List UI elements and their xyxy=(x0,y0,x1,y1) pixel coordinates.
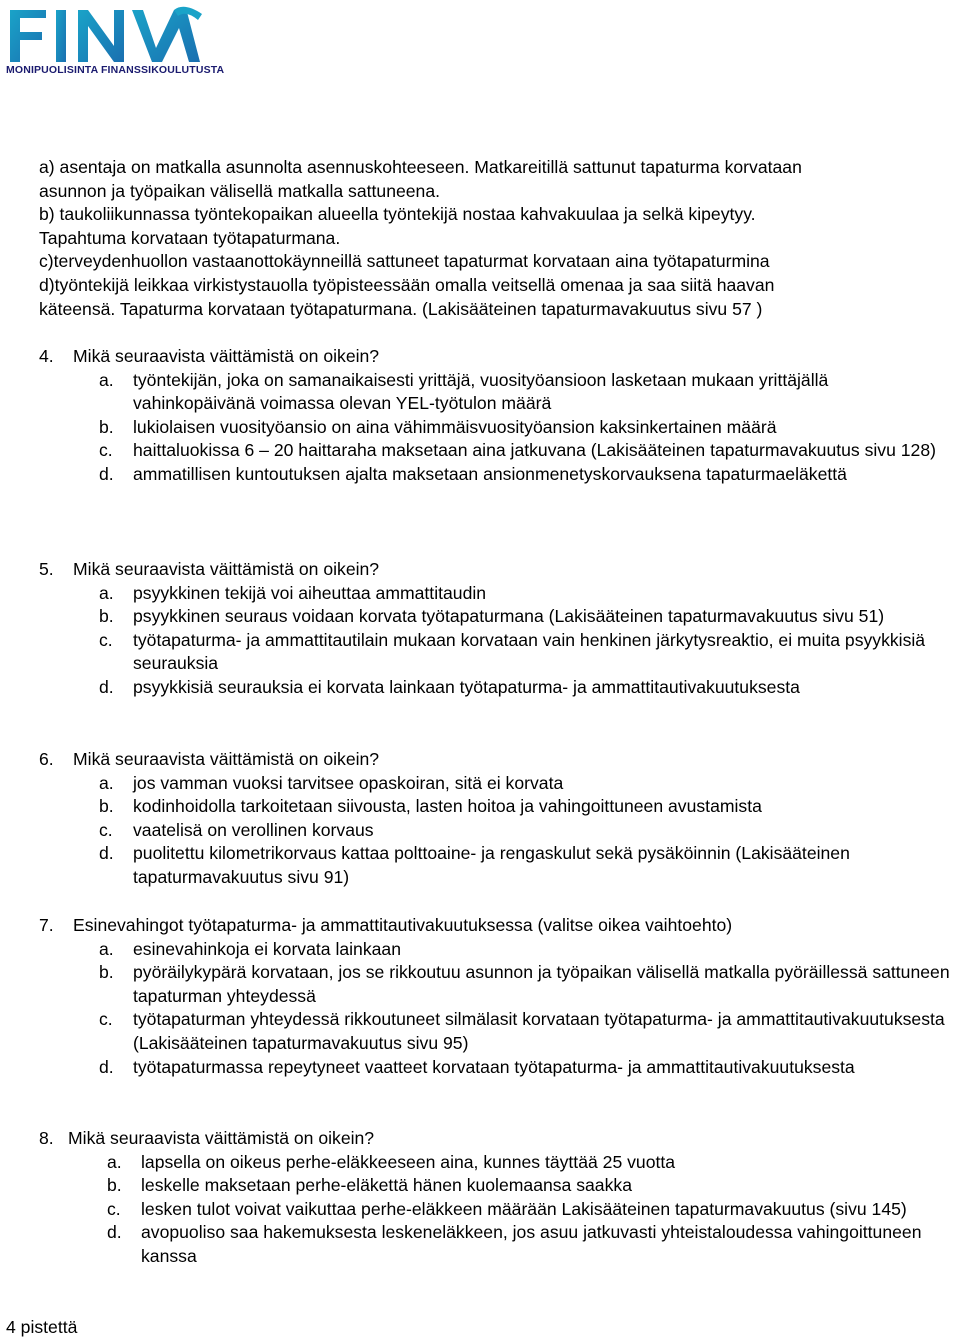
question-heading xyxy=(39,1127,954,1151)
logo-tagline: MONIPUOLISINTA FINANSSIKOULUTUSTA xyxy=(6,64,225,76)
option-text: lukiolaisen vuosityöansio on aina vähimmäisvuosityöansion kaksinkertainen määrä xyxy=(133,416,777,437)
answer-option-a xyxy=(39,772,954,796)
option-text: jos vamman vuoksi tarvitsee opaskoiran, sitä ei korvata xyxy=(133,772,564,793)
answer-option-c xyxy=(39,1198,954,1222)
option-text: kodinhoidolla tarkoitetaan siivousta, lasten hoitoa ja vahingoittuneen avustamista xyxy=(133,796,762,817)
question-number: 6. xyxy=(39,749,54,769)
intro-line: Tapahtuma korvataan työtapaturmana. xyxy=(39,227,341,248)
answer-option-c xyxy=(39,629,954,676)
option-letter: d. xyxy=(99,843,114,864)
option-letter: d. xyxy=(99,463,114,484)
option-letter: b. xyxy=(99,962,114,983)
option-letter: d. xyxy=(99,676,114,697)
option-letter: b. xyxy=(99,606,114,627)
answer-option-b xyxy=(39,605,954,629)
option-text: työntekijän, joka on samanaikaisesti yrittäjä, vuosityöansioon lasketaan mukaan yrittäjällä vahinkopäivänä voimassa olevan YEL-työtulon määrä xyxy=(133,369,829,414)
answer-option-d xyxy=(39,1056,954,1080)
option-text: psyykkinen seuraus voidaan korvata työtapaturmana (Lakisääteinen tapaturmavakuutus sivu 51) xyxy=(133,606,885,627)
option-letter: c. xyxy=(99,1009,113,1030)
answer-option-a xyxy=(39,938,954,962)
question-heading xyxy=(39,345,954,369)
question-4 xyxy=(39,345,954,487)
question-text: Mikä seuraavista väittämistä on oikein? xyxy=(73,559,380,579)
intro-line: d)työntekijä leikkaa virkistystauolla työpisteessään omalla veitsellä omenaa ja saa siitä haavan xyxy=(39,274,775,295)
question-number: 5. xyxy=(39,559,54,579)
option-text: vaatelisä on verollinen korvaus xyxy=(133,819,374,840)
option-letter: d. xyxy=(99,1056,114,1077)
question-number: 7. xyxy=(39,915,54,935)
question-number: 4. xyxy=(39,346,54,366)
question-8 xyxy=(39,1127,954,1269)
option-text: lapsella on oikeus perhe-eläkkeeseen aina, kunnes täyttää 25 vuotta xyxy=(141,1151,676,1172)
answer-option-a xyxy=(39,1151,954,1175)
option-text: esinevahinkoja ei korvata lainkaan xyxy=(133,938,401,959)
question-text: Esinevahingot työtapaturma- ja ammattitautivakuutuksessa (valitse oikea vaihtoehto) xyxy=(73,915,733,935)
option-letter: a. xyxy=(99,772,114,793)
option-text: työtapaturma- ja ammattitautilain mukaan korvataan vain henkinen järkytysreaktio, ei muita psyykkisiä seurauksia xyxy=(133,629,926,674)
answer-option-d xyxy=(39,463,954,487)
points-footer: 4 pistettä xyxy=(6,1317,78,1337)
intro-answer-block xyxy=(39,156,954,321)
intro-line: a) asentaja on matkalla asunnolta asennuskohteeseen. Matkareitillä sattunut tapaturma korvataan xyxy=(39,157,802,177)
answer-option-d xyxy=(39,1221,954,1268)
intro-line: asunnon ja työpaikan välisellä matkalla sattuneena. xyxy=(39,180,441,201)
answer-option-c xyxy=(39,439,954,463)
option-letter: c. xyxy=(99,440,113,461)
option-letter: c. xyxy=(99,819,113,840)
question-text: Mikä seuraavista väittämistä on oikein? xyxy=(73,749,380,769)
answer-option-b xyxy=(39,416,954,440)
finva-wordmark-icon xyxy=(6,4,216,66)
option-letter: a. xyxy=(99,369,114,390)
option-text: työtapaturman yhteydessä rikkoutuneet silmälasit korvataan työtapaturma- ja ammattitautivakuutuksesta (Lakisääteinen tapaturmavakuutus sivu 95) xyxy=(133,1009,945,1053)
answer-option-b xyxy=(39,1174,954,1198)
answer-option-a xyxy=(39,369,954,416)
option-text: lesken tulot voivat vaikuttaa perhe-eläkkeen määrään Lakisääteinen tapaturmavakuutus (sivu 145) xyxy=(141,1198,907,1219)
intro-line: c)terveydenhuollon vastaanottokäynneillä sattuneet tapaturmat korvataan aina työtapaturmina xyxy=(39,251,770,272)
answer-option-c xyxy=(39,1008,954,1055)
question-heading xyxy=(39,914,954,938)
answer-option-b xyxy=(39,961,954,1008)
option-text: leskelle maksetaan perhe-eläkettä hänen kuolemaansa saakka xyxy=(141,1175,632,1196)
option-letter: c. xyxy=(99,629,113,650)
answer-option-b xyxy=(39,795,954,819)
question-5 xyxy=(39,558,954,700)
answer-option-d xyxy=(39,676,954,700)
question-heading xyxy=(39,558,954,582)
question-text: Mikä seuraavista väittämistä on oikein? xyxy=(73,346,380,366)
answer-option-c xyxy=(39,819,954,843)
option-letter: d. xyxy=(107,1222,122,1243)
question-7 xyxy=(39,914,954,1079)
option-letter: a. xyxy=(99,582,114,603)
option-letter: a. xyxy=(107,1151,122,1172)
answer-option-d xyxy=(39,842,954,889)
intro-line: käteensä. Tapaturma korvataan työtapaturmana. (Lakisääteinen tapaturmavakuutus sivu 57 ) xyxy=(39,298,763,319)
option-letter: b. xyxy=(99,416,114,437)
question-number: 8. xyxy=(39,1128,54,1148)
option-text: pyöräilykypärä korvataan, jos se rikkoutuu asunnon ja työpaikan välisellä matkalla pyöräillessä sattuneen tapaturman yhteydessä xyxy=(133,962,950,1006)
option-text: haittaluokissa 6 – 20 haittaraha maksetaan aina jatkuvana (Lakisääteinen tapaturmavakuutus sivu 128) xyxy=(133,440,936,461)
intro-line: b) taukoliikunnassa työntekopaikan alueella työntekijä nostaa kahvakuulaa ja selkä kipeytyy. xyxy=(39,204,756,225)
answer-option-a xyxy=(39,582,954,606)
option-letter: b. xyxy=(107,1175,122,1196)
option-letter: a. xyxy=(99,938,114,959)
option-text: työtapaturmassa repeytyneet vaatteet korvataan työtapaturma- ja ammattitautivakuutuksesta xyxy=(133,1056,855,1077)
question-heading xyxy=(39,748,954,772)
option-text: avopuoliso saa hakemuksesta leskeneläkkeen, jos asuu jatkuvasti yhteistaloudessa vahingoittuneen kanssa xyxy=(141,1222,922,1266)
option-text: ammatillisen kuntoutuksen ajalta maksetaan ansionmenetyskorvauksena tapaturmaeläkettä xyxy=(133,463,847,484)
option-text: puolitettu kilometrikorvaus kattaa polttoaine- ja rengaskulut sekä pysäköinnin (Lakisääteinen tapaturmavakuutus sivu 91) xyxy=(133,843,850,887)
option-letter: b. xyxy=(99,796,114,817)
option-text: psyykkinen tekijä voi aiheuttaa ammattitaudin xyxy=(133,582,487,603)
question-6 xyxy=(39,748,954,890)
option-text: psyykkisiä seurauksia ei korvata lainkaan työtapaturma- ja ammattitautivakuutuksesta xyxy=(133,676,800,697)
question-text: Mikä seuraavista väittämistä on oikein? xyxy=(68,1128,375,1148)
option-letter: c. xyxy=(107,1198,121,1219)
